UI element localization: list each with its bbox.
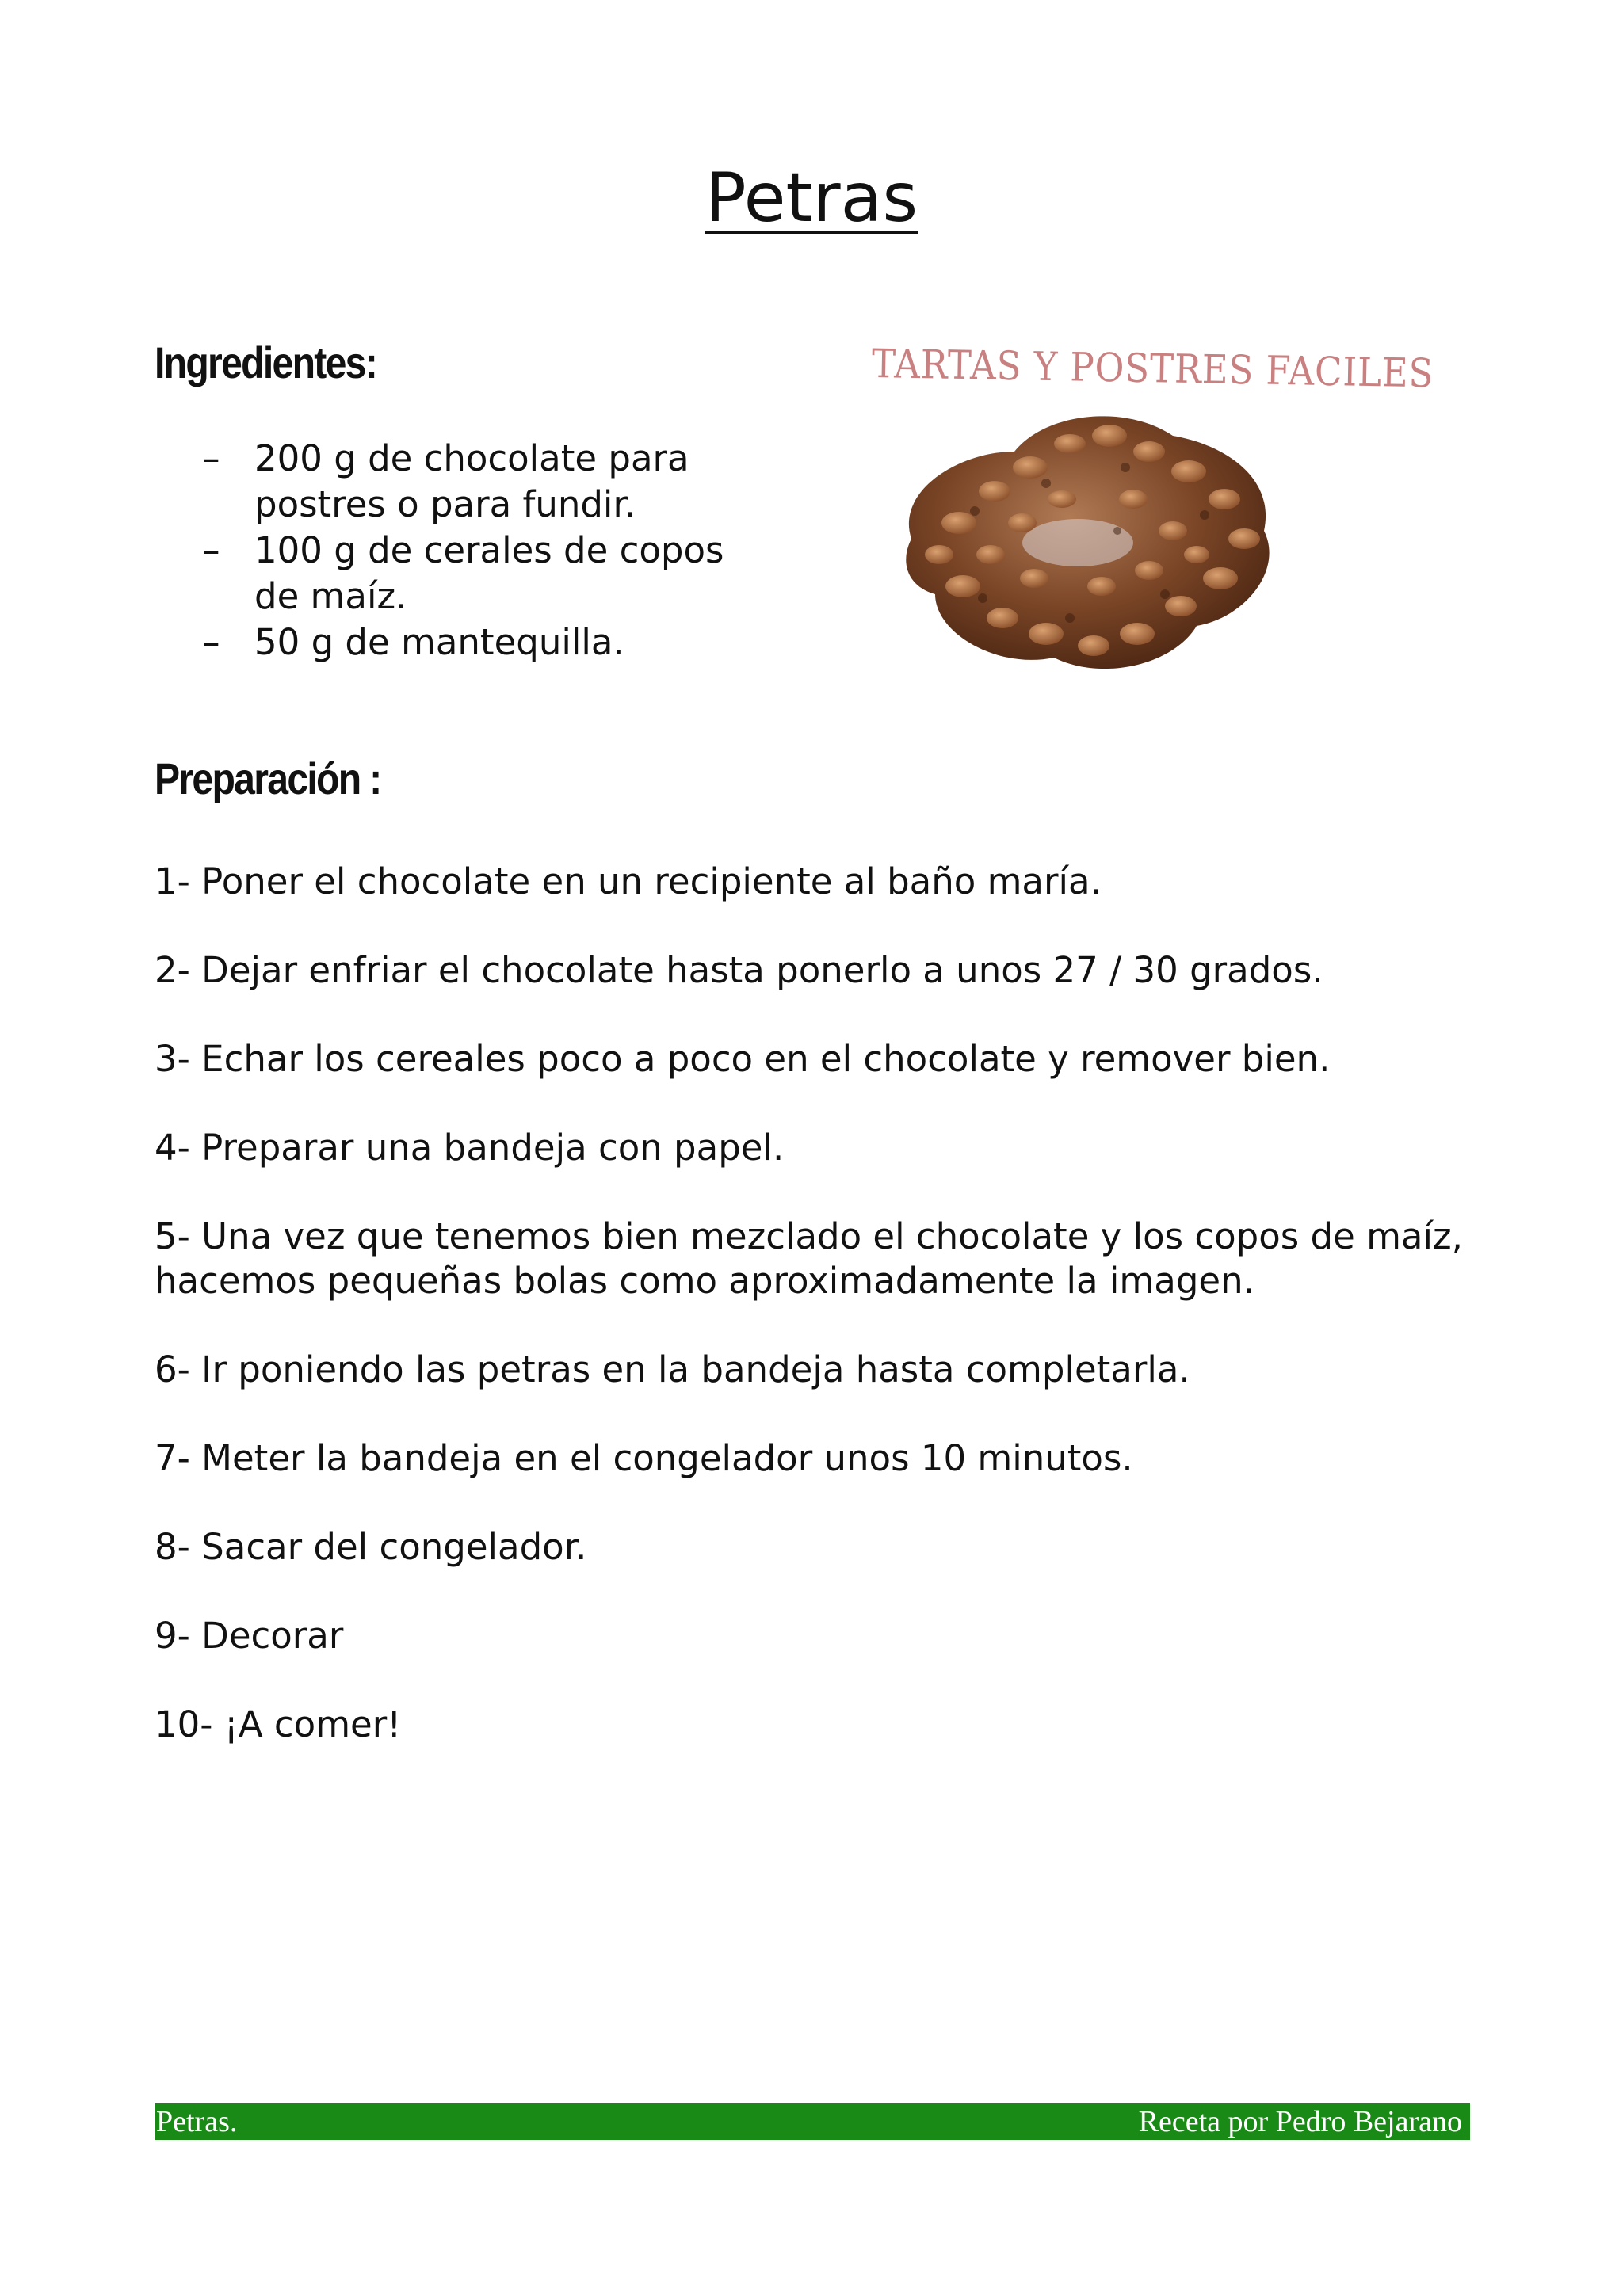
chocolate-cluster-photo — [864, 333, 1434, 729]
step-item: 4- Preparar una bandeja con papel. — [155, 1127, 785, 1169]
step-item: 1- Poner el chocolate en un recipiente al baño maría. — [155, 860, 1102, 902]
step-item: 2- Dejar enfriar el chocolate hasta ponerlo a unos 27 / 30 grados. — [155, 949, 1323, 991]
step-item: 3- Echar los cereales poco a poco en el chocolate y remover bien. — [155, 1038, 1331, 1080]
ingredient-item: – 100 g de cerales de copos de maíz. — [202, 528, 741, 620]
preparation-heading: Preparación : — [155, 753, 381, 803]
ingredient-item: – 50 g de mantequilla. — [202, 620, 741, 666]
ingredients-list — [202, 436, 741, 666]
step-item: 5- Una vez que tenemos bien mezclado el chocolate y los copos de maíz, hacemos pequeñas bolas como aproximadamente la imagen. — [155, 1215, 1463, 1302]
page-title — [0, 158, 1623, 238]
step-item: 10- ¡A comer! — [155, 1703, 402, 1745]
preparation-steps — [155, 860, 1502, 1791]
page-title-text: Petras — [705, 158, 918, 238]
ingredients-heading: Ingredientes: — [155, 338, 377, 387]
step-item: 8- Sacar del congelador. — [155, 1526, 587, 1568]
step-item: 7- Meter la bandeja en el congelador unos 10 minutos. — [155, 1437, 1133, 1479]
ingredient-item: – 200 g de chocolate para postres o para fundir. — [202, 436, 741, 528]
watermark-text: TARTAS Y POSTRES FACILES — [871, 341, 1434, 397]
step-item: 6- Ir poniendo las petras en la bandeja hasta completarla. — [155, 1348, 1190, 1390]
footer-left-text: Petras. — [156, 2105, 238, 2138]
step-item: 9- Decorar — [155, 1615, 344, 1657]
page-footer — [155, 2103, 1470, 2140]
footer-right-text: Receta por Pedro Bejarano — [1138, 2105, 1462, 2138]
